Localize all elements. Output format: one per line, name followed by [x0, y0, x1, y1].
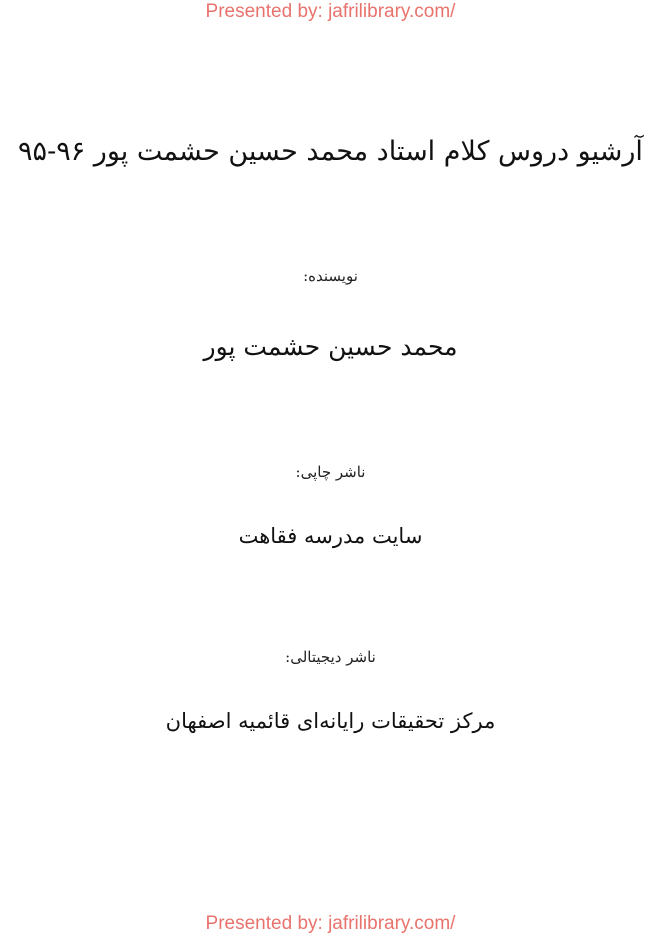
book-title: آرشیو دروس کلام استاد محمد حسین حشمت پور ۹۶-۹۵ — [18, 136, 643, 167]
print-publisher-label: ناشر چاپی: — [295, 463, 366, 481]
print-publisher-name: سایت مدرسه فقاهت — [238, 524, 423, 548]
watermark-bottom: Presented by: jafrilibrary.com/ — [205, 913, 456, 934]
watermark-top: Presented by: jafrilibrary.com/ — [205, 1, 456, 22]
author-label: نویسنده: — [303, 267, 358, 285]
author-name: محمد حسین حشمت پور — [203, 332, 458, 361]
digital-publisher-label: ناشر دیجیتالی: — [285, 648, 376, 666]
digital-publisher-name: مرکز تحقیقات رایانه‌ای قائمیه اصفهان — [165, 709, 496, 733]
